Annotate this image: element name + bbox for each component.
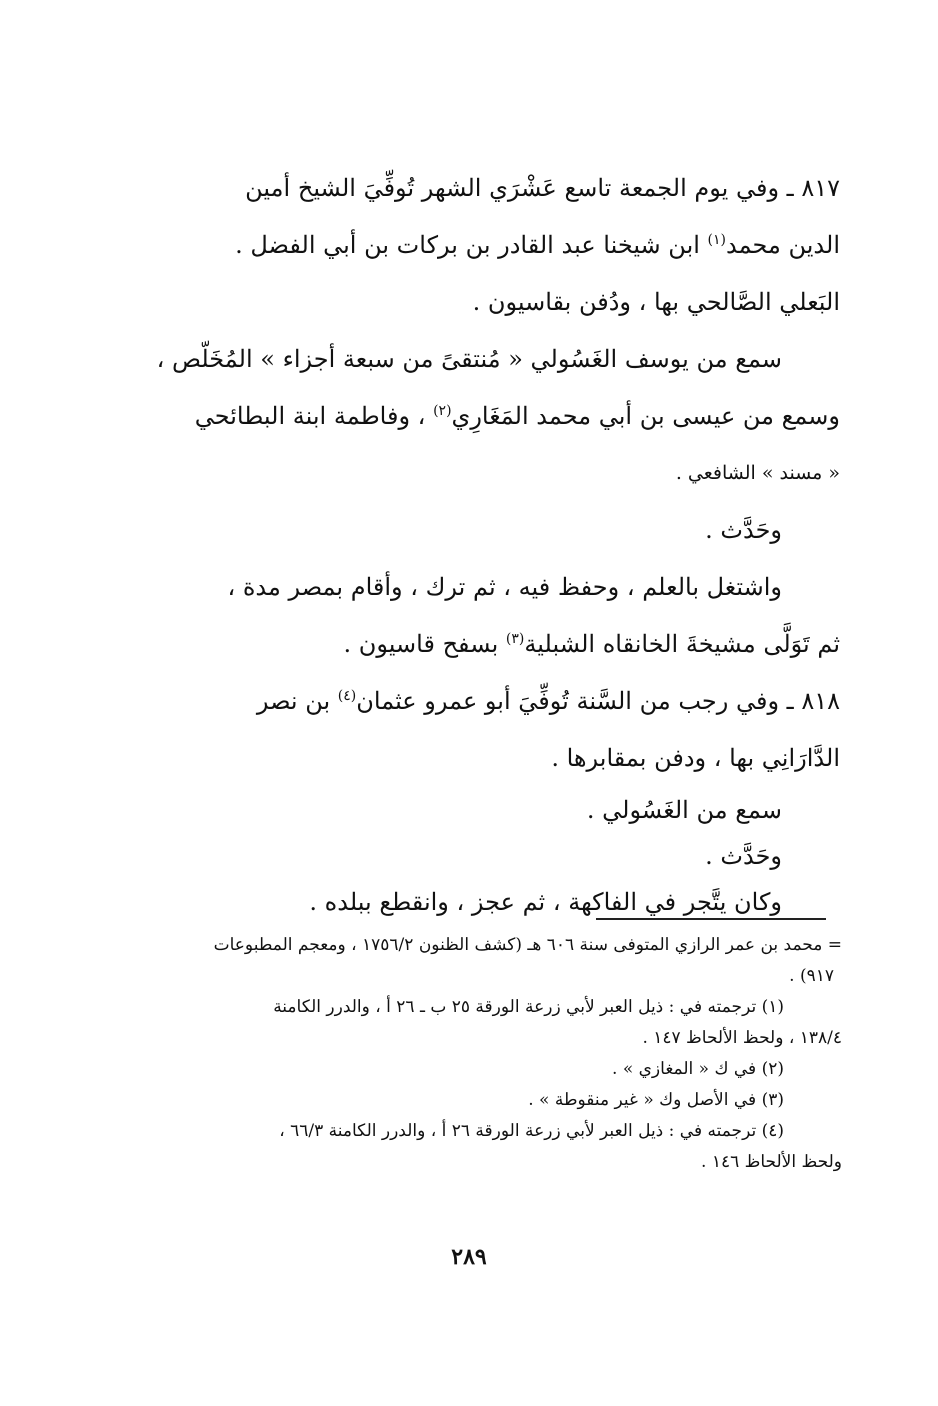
entry-817-line-9	[150, 616, 840, 673]
footnote-2: (٢) في ك « المغازي » .	[612, 1059, 784, 1079]
body-text: بن نصر	[256, 687, 338, 715]
entry-817-line-6: « مسند » الشافعي .	[675, 462, 840, 484]
footnote-divider	[596, 918, 826, 920]
footnote-marker: (٤)	[337, 688, 357, 704]
entry-817-line-5	[150, 388, 840, 445]
footnote-1-end: ١٣٨/٤ ، ولحظ الألحاظ ١٤٧ .	[642, 1028, 842, 1048]
entry-817-line-8: واشتغل بالعلم ، وحفظ فيه ، ثم ترك ، وأقام بمصر مدة ،	[227, 573, 782, 601]
footnote-4-end: ولحظ الألحاظ ١٤٦ .	[701, 1152, 842, 1172]
entry-817-line-2	[150, 217, 840, 274]
footnote-1: (١) ترجمته في : ذيل العبر لأبي زرعة الورقة ٢٥ ب ـ ٢٦ أ ، والدرر الكامنة	[273, 997, 784, 1017]
body-text: بسفح قاسيون .	[343, 630, 506, 658]
footnote-continued-end: ٩١٧) .	[789, 966, 834, 986]
entry-818-line-1	[150, 673, 840, 730]
entry-818-line-3: سمع من الغَسُولي .	[586, 796, 782, 824]
footnotes	[150, 930, 842, 1178]
body-text: ثم تَوَلَّى مشيخةَ الخانقاه الشبلية	[524, 630, 840, 658]
body-text: ، وفاطمة ابنة البطائحي	[194, 402, 434, 430]
footnote-marker: (٣)	[505, 631, 525, 647]
main-text	[150, 160, 840, 925]
body-text: الدين محمد	[726, 231, 840, 259]
footnote-marker: (١)	[707, 232, 727, 248]
entry-817-line-4: سمع من يوسف الغَسُولي « مُنتقىً من سبعة أجزاء » المُخَلّص ،	[156, 345, 782, 373]
entry-818-line-5: وكان يتَّجر في الفاكهة ، ثم عجز ، وانقطع ببلده .	[309, 888, 782, 916]
page-number: ٢٨٩	[451, 1244, 487, 1270]
body-text: وسمع من عيسى بن أبي محمد المَغَارِي	[451, 402, 840, 430]
entry-818-line-4: وحَدَّث .	[705, 842, 782, 870]
body-text: ٨١٨ ـ وفي رجب من السَّنة تُوفِّيَ أبو عمرو عثمان	[356, 687, 840, 715]
entry-817-line-7: وحَدَّث .	[705, 516, 782, 544]
entry-817-line-1: ٨١٧ ـ وفي يوم الجمعة تاسع عَشْرَي الشهر تُوفِّيَ الشيخ أمين	[245, 174, 840, 202]
entry-818-line-2: الدَّارَانِي بها ، ودفن بمقابرها .	[551, 744, 840, 772]
footnote-marker: (٢)	[433, 403, 452, 419]
footnote-3: (٣) في الأصل وك « غير منقوطة » .	[528, 1090, 784, 1110]
footnote-continued: = محمد بن عمر الرازي المتوفى سنة ٦٠٦ هـ (كشف الظنون ١٧٥٦/٢ ، ومعجم المطبوعات	[213, 935, 842, 955]
footnote-4: (٤) ترجمته في : ذيل العبر لأبي زرعة الورقة ٢٦ أ ، والدرر الكامنة ٦٦/٣ ،	[279, 1121, 784, 1141]
body-text: ابن شيخنا عبد القادر بن بركات بن أبي الفضل .	[235, 231, 708, 259]
entry-817-line-3: البَعلي الصَّالحي بها ، ودُفن بقاسيون .	[472, 288, 840, 316]
